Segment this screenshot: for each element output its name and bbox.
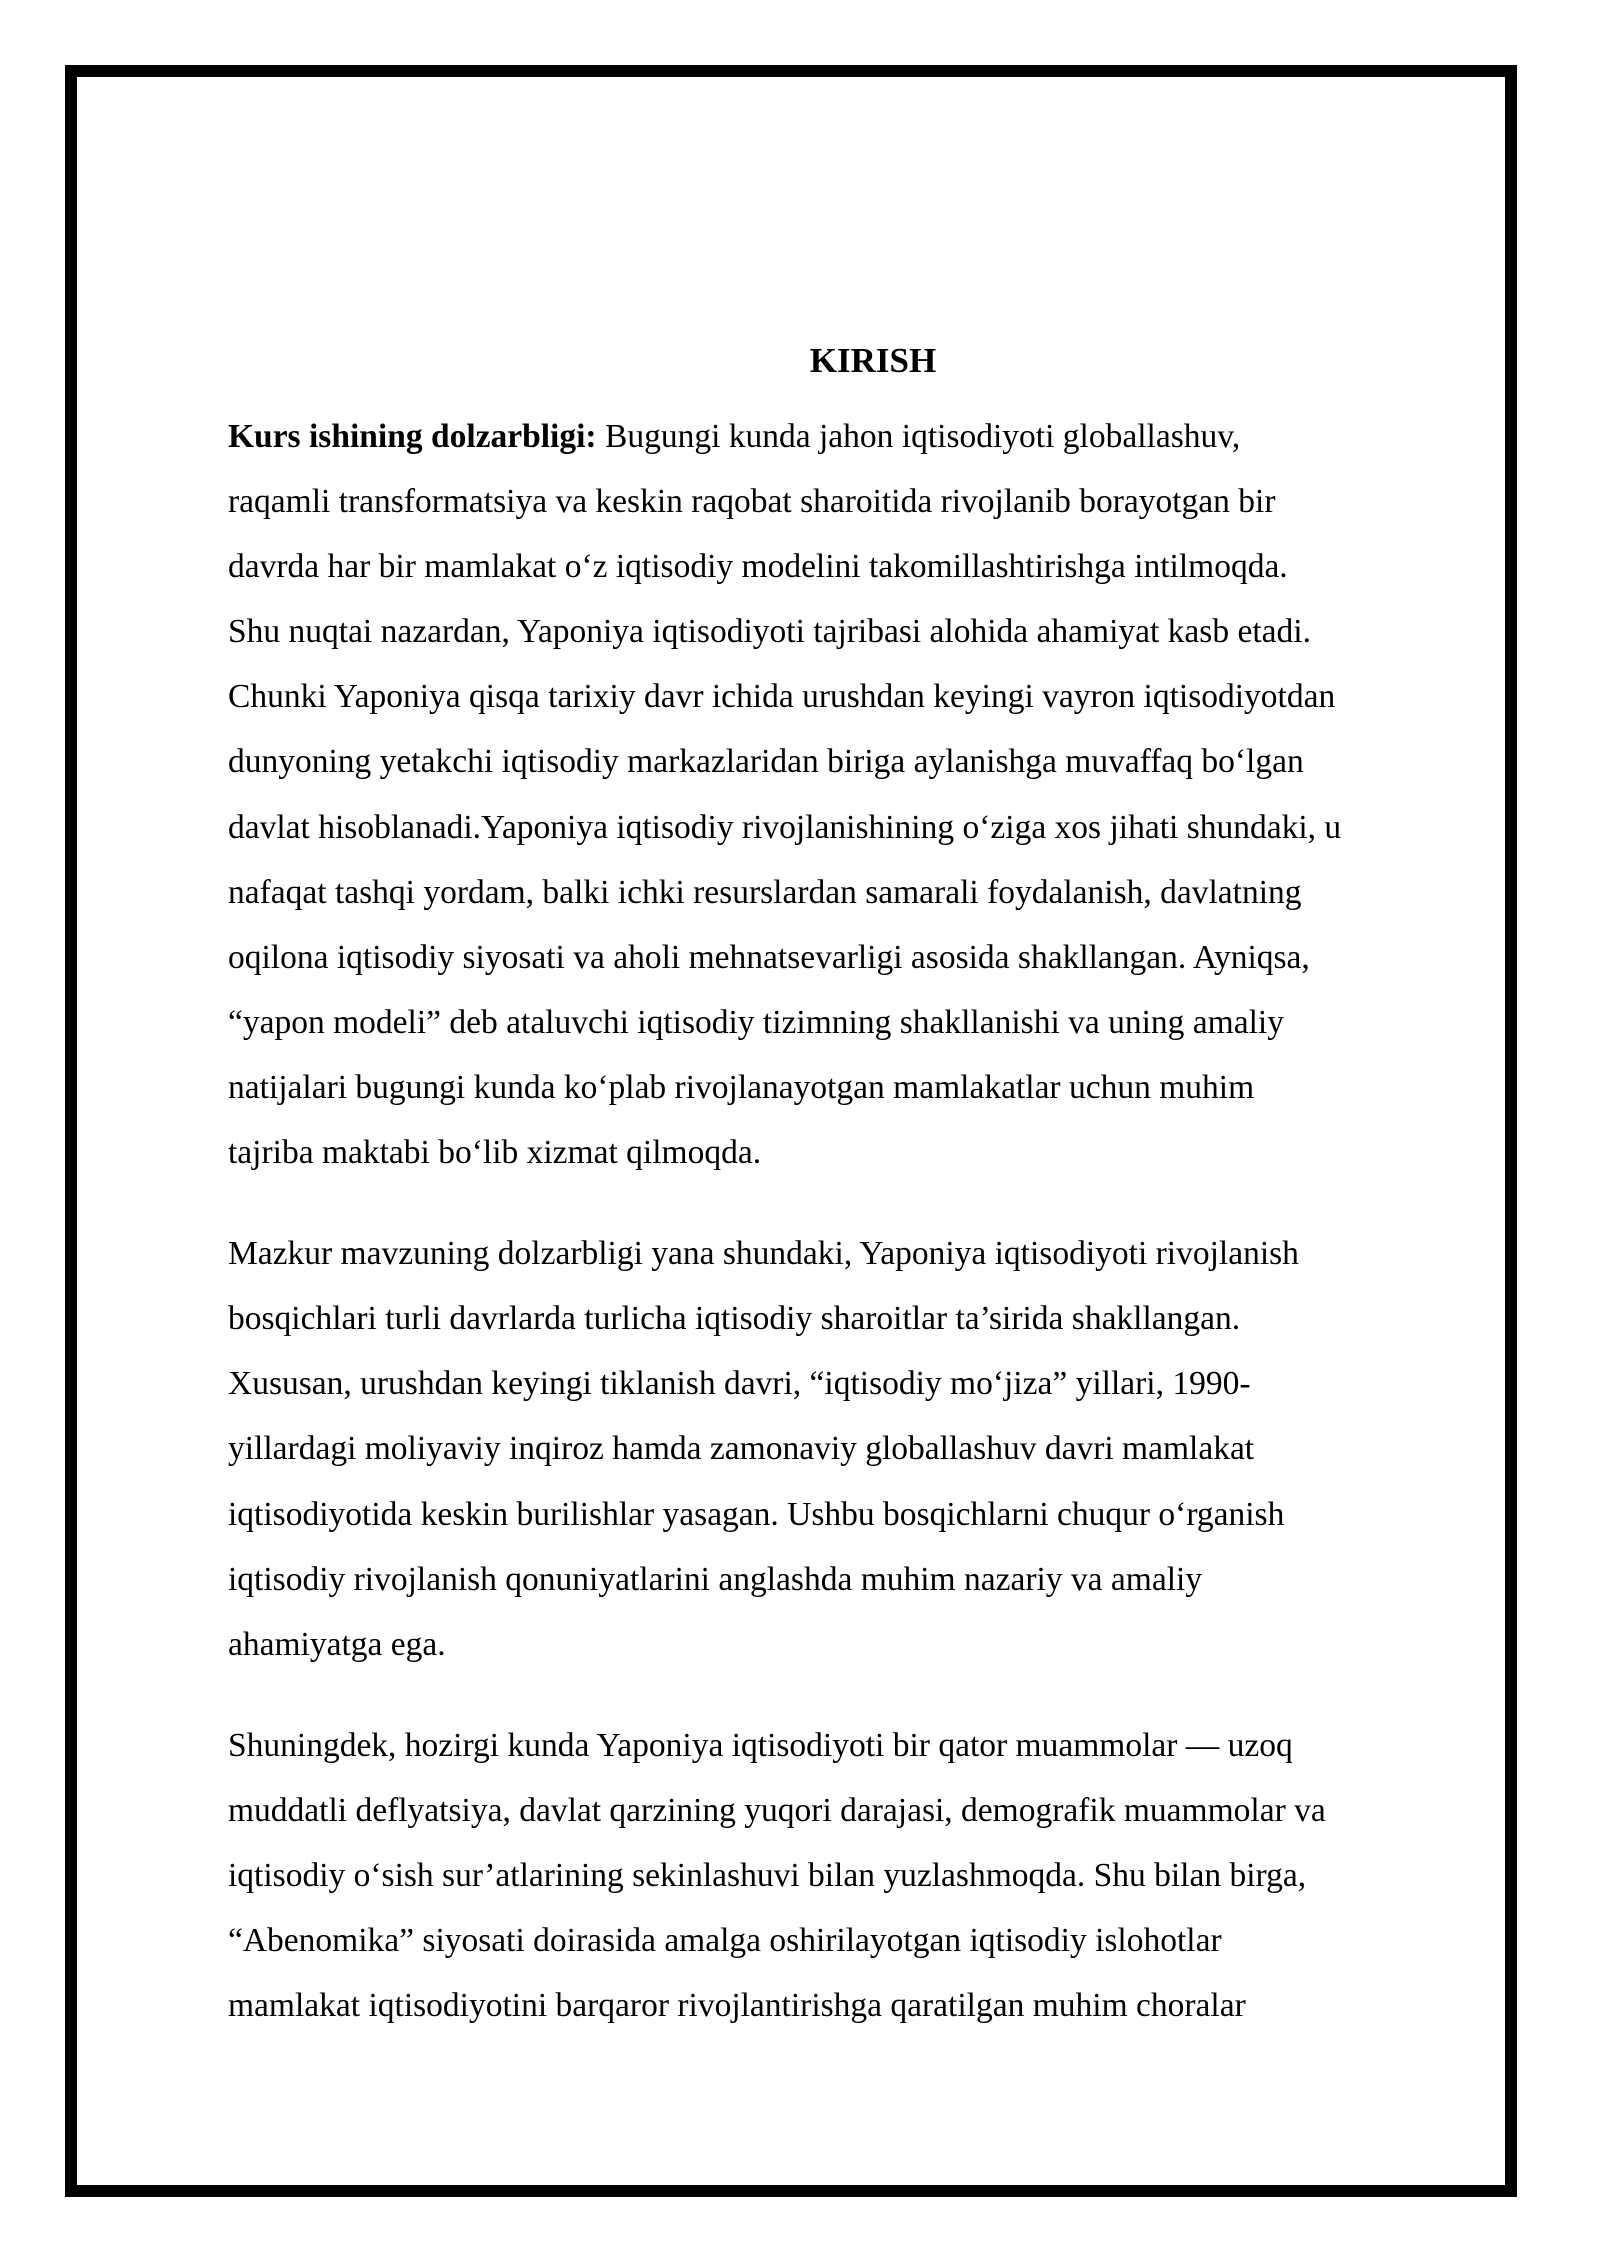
paragraph-line: oqilona iqtisodiy siyosati va aholi mehnatsevarligi asosida shakllangan. Ayniqsa, <box>228 938 1310 976</box>
paragraph-line: iqtisodiy o‘sish sur’atlarining sekinlashuvi bilan yuzlashmoqda. Shu bilan birga, <box>228 1856 1307 1894</box>
paragraph-line: “yapon modeli” deb ataluvchi iqtisodiy tizimning shakllanishi va uning amaliy <box>228 1003 1284 1041</box>
document-title: KIRISH <box>809 341 937 380</box>
paragraph-line: iqtisodiy rivojlanish qonuniyatlarini anglashda muhim nazariy va amaliy <box>228 1560 1203 1598</box>
paragraph-lead: Kurs ishining dolzarbligi: <box>228 418 597 455</box>
document-body <box>228 336 1490 2074</box>
paragraph-line: dunyoning yetakchi iqtisodiy markazlaridan biriga aylanishga muvaffaq bo‘lgan <box>228 743 1304 781</box>
paragraph-line: iqtisodiyotida keskin burilishlar yasagan. Ushbu bosqichlarni chuqur o‘rganish <box>228 1495 1285 1533</box>
paragraph-line: Shuningdek, hozirgi kunda Yaponiya iqtisodiyoti bir qator muammolar — uzoq <box>228 1726 1293 1764</box>
paragraph-line: natijalari bugungi kunda ko‘plab rivojlanayotgan mamlakatlar uchun muhim <box>228 1068 1255 1106</box>
paragraph-line: raqamli transformatsiya va keskin raqobat sharoitida rivojlanib borayotgan bir <box>228 483 1276 521</box>
paragraph-line: davlat hisoblanadi.Yaponiya iqtisodiy rivojlanishining o‘ziga xos jihati shundaki, u <box>228 808 1342 846</box>
paragraph-line: Mazkur mavzuning dolzarbligi yana shundaki, Yaponiya iqtisodiyoti rivojlanish <box>228 1235 1299 1273</box>
paragraph-1 <box>228 404 1490 1185</box>
paragraph-line: Chunki Yaponiya qisqa tarixiy davr ichida urushdan keyingi vayron iqtisodiyotdan <box>228 678 1336 716</box>
paragraph-line: “Abenomika” siyosati doirasida amalga oshirilayotgan iqtisodiy islohotlar <box>228 1922 1222 1960</box>
paragraph-line: ahamiyatga ega. <box>228 1625 446 1663</box>
paragraph-line: davrda har bir mamlakat o‘z iqtisodiy modelini takomillashtirishga intilmoqda. <box>228 548 1288 586</box>
paragraph-line: Shu nuqtai nazardan, Yaponiya iqtisodiyoti tajribasi alohida ahamiyat kasb etadi. <box>228 613 1311 651</box>
paragraph-line-text: Bugungi kunda jahon iqtisodiyoti globallashuv, <box>596 418 1241 455</box>
paragraph-line: tajriba maktabi bo‘lib xizmat qilmoqda. <box>228 1134 762 1172</box>
paragraph-line: yillardagi moliyaviy inqiroz hamda zamonaviy globallashuv davri mamlakat <box>228 1430 1255 1468</box>
paragraph-line: bosqichlari turli davrlarda turlicha iqtisodiy sharoitlar ta’sirida shakllangan. <box>228 1300 1241 1338</box>
paragraph-line: mamlakat iqtisodiyotini barqaror rivojlantirishga qaratilgan muhim choralar <box>228 1987 1246 2025</box>
paragraph-line: muddatli deflyatsiya, davlat qarzining yuqori darajasi, demografik muammolar va <box>228 1791 1326 1829</box>
paragraph-3 <box>228 1713 1490 2038</box>
paragraph-line <box>228 404 1490 469</box>
paragraph-2 <box>228 1221 1490 1677</box>
paragraph-line: nafaqat tashqi yordam, balki ichki resurslardan samarali foydalanish, davlatning <box>228 873 1302 911</box>
paragraph-line: Xususan, urushdan keyingi tiklanish davri, “iqtisodiy mo‘jiza” yillari, 1990- <box>228 1365 1251 1403</box>
